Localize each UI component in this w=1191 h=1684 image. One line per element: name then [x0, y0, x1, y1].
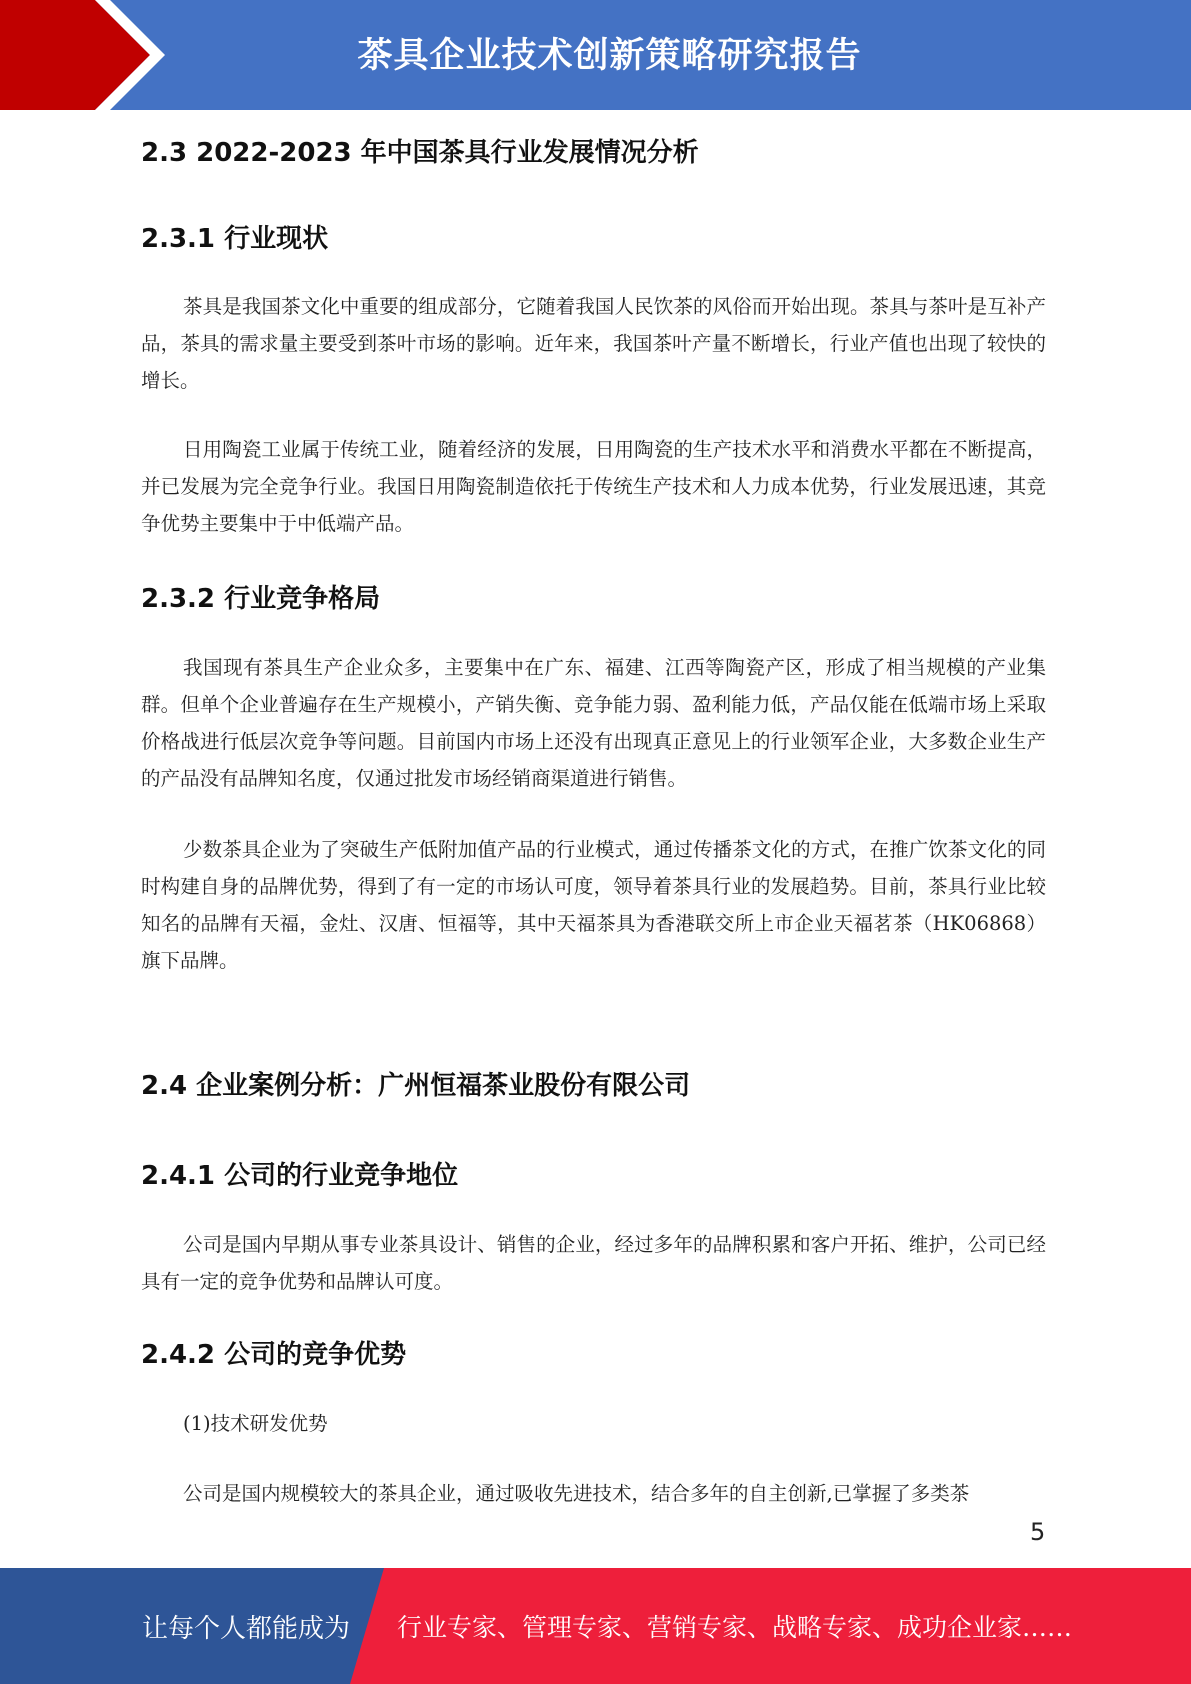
- section-2-4-1-paragraph-1: 公司是国内早期从事专业茶具设计、销售的企业，经过多年的品牌积累和客户开拓、维护，公司已经具有一定的竞争优势和品牌认可度。: [141, 1233, 1046, 1293]
- advantage-item-1: (1)技术研发优势: [183, 1412, 328, 1435]
- section-2-3-1-heading: 2.3.1 行业现状: [141, 224, 329, 254]
- section-2-3-heading: 2.3 2022-2023 年中国茶具行业发展情况分析: [141, 138, 699, 168]
- section-2-3-2-paragraph-2: 少数茶具企业为了突破生产低附加值产品的行业模式，通过传播茶文化的方式，在推广饮茶文化的同时构建自身的品牌优势，得到了有一定的市场认可度，领导着茶具行业的发展趋势。目前，茶具行业比较知名的品牌有天福，金灶、汉唐、恒福等，其中天福茶具为香港联交所上市企业天福茗茶（HK06868）旗下品牌。: [141, 838, 1046, 972]
- section-2-4-1-heading: 2.4.1 公司的行业竞争地位: [141, 1161, 459, 1191]
- section-2-4-heading: 2.4 企业案例分析：广州恒福茶业股份有限公司: [141, 1071, 691, 1101]
- footer-slogan-left: 让每个人都能成为: [142, 1614, 351, 1644]
- section-2-3-1-paragraph-1: 茶具是我国茶文化中重要的组成部分，它随着我国人民饮茶的风俗而开始出现。茶具与茶叶是互补产品，茶具的需求量主要受到茶叶市场的影响。近年来，我国茶叶产量不断增长，行业产值也出现了较快的增长。: [141, 295, 1046, 392]
- report-title: 茶具企业技术创新策略研究报告: [357, 36, 862, 76]
- section-2-4-2-paragraph-1: 公司是国内规模较大的茶具企业，通过吸收先进技术，结合多年的自主创新,已掌握了多类茶: [183, 1482, 970, 1505]
- page-footer: [0, 1568, 1191, 1684]
- section-2-3-2-paragraph-1: 我国现有茶具生产企业众多，主要集中在广东、福建、江西等陶瓷产区，形成了相当规模的产业集群。但单个企业普遍存在生产规模小，产销失衡、竞争能力弱、盈利能力低，产品仅能在低端市场上采取价格战进行低层次竞争等问题。目前国内市场上还没有出现真正意见上的行业领军企业，大多数企业生产的产品没有品牌知名度，仅通过批发市场经销商渠道进行销售。: [141, 656, 1046, 790]
- section-2-4-2-heading: 2.4.2 公司的竞争优势: [141, 1340, 407, 1370]
- page-header: [0, 0, 1191, 110]
- footer-slogan-right: 行业专家、管理专家、营销专家、战略专家、成功企业家……: [397, 1613, 1073, 1642]
- section-2-3-1-paragraph-2: 日用陶瓷工业属于传统工业，随着经济的发展，日用陶瓷的生产技术水平和消费水平都在不断提高，并已发展为完全竞争行业。我国日用陶瓷制造依托于传统生产技术和人力成本优势，行业发展迅速，其竞争优势主要集中于中低端产品。: [141, 438, 1046, 535]
- section-2-3-2-heading: 2.3.2 行业竞争格局: [141, 584, 381, 614]
- page-number: 5: [1030, 1518, 1046, 1546]
